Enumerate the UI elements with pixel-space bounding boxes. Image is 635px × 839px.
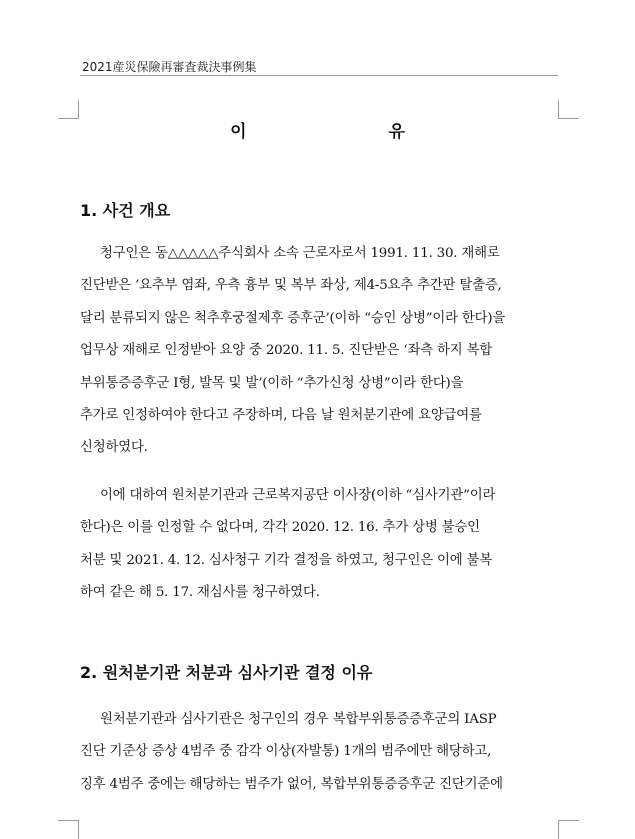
document-title: 이 유 [230, 122, 473, 142]
paragraph-line: 처분 및 2021. 4. 12. 심사청구 기각 결정을 하였고, 청구인은 이에 불복 [80, 552, 492, 568]
paragraph-line: 신청하였다. [80, 440, 148, 456]
section-heading-2: 2. 원처분기관 처분과 심사기관 결정 이유 [80, 663, 373, 682]
paragraph-line: 하여 같은 해 5. 17. 재심사를 청구하였다. [80, 585, 320, 601]
paragraph-line: 업무상 재해로 인정받아 요양 중 2020. 11. 5. 진단받은 ‘좌측 하지 복합 [80, 343, 492, 359]
section-heading-1: 1. 사건 개요 [80, 201, 171, 220]
crop-mark-bottom-right [558, 820, 579, 839]
paragraph-line: 원처분기관과 심사기관은 청구인의 경우 복합부위통증증후군의 IASP [100, 712, 497, 727]
paragraph-line: 추가로 인정하여야 한다고 주장하며, 다음 날 원처분기관에 요양급여를 [80, 408, 482, 424]
paragraph-line: 이에 대하여 원처분기관과 근로복지공단 이사장(이하 “심사기관”이라 [100, 488, 496, 503]
paragraph-3 [80, 704, 558, 801]
paragraph-line: 부위통증증후군 Ⅰ형, 발목 및 발’(이하 “추가신청 상병”이라 한다)을 [80, 375, 464, 391]
paragraph-1 [80, 238, 558, 465]
paragraph-line: 청구인은 동△△△△△주식회사 소속 근로자로서 1991. 11. 30. 재해로 [100, 246, 500, 261]
paragraph-line: 진단받은 ‘요추부 염좌, 우측 흉부 및 복부 좌상, 제4-5요추 추간판 탈출증, [80, 278, 502, 294]
header-divider [80, 75, 558, 76]
paragraph-line: 달리 분류되지 않은 척추후궁절제후 증후군’(이하 “승인 상병”이라 한다)을 [80, 310, 506, 326]
paragraph-line: 징후 4범주 중에는 해당하는 범주가 없어, 복합부위통증증후군 진단기준에 [80, 776, 503, 792]
running-header: 2021産災保險再審査裁決事例集 [82, 60, 257, 74]
crop-mark-bottom-left [58, 820, 79, 839]
paragraph-line: 한다)은 이를 인정할 수 없다며, 각각 2020. 12. 16. 추가 상병 불승인 [80, 520, 480, 536]
paragraph-line: 진단 기준상 증상 4범주 중 감각 이상(자발통) 1개의 범주에만 해당하고, [80, 744, 492, 760]
paragraph-2 [80, 480, 558, 610]
